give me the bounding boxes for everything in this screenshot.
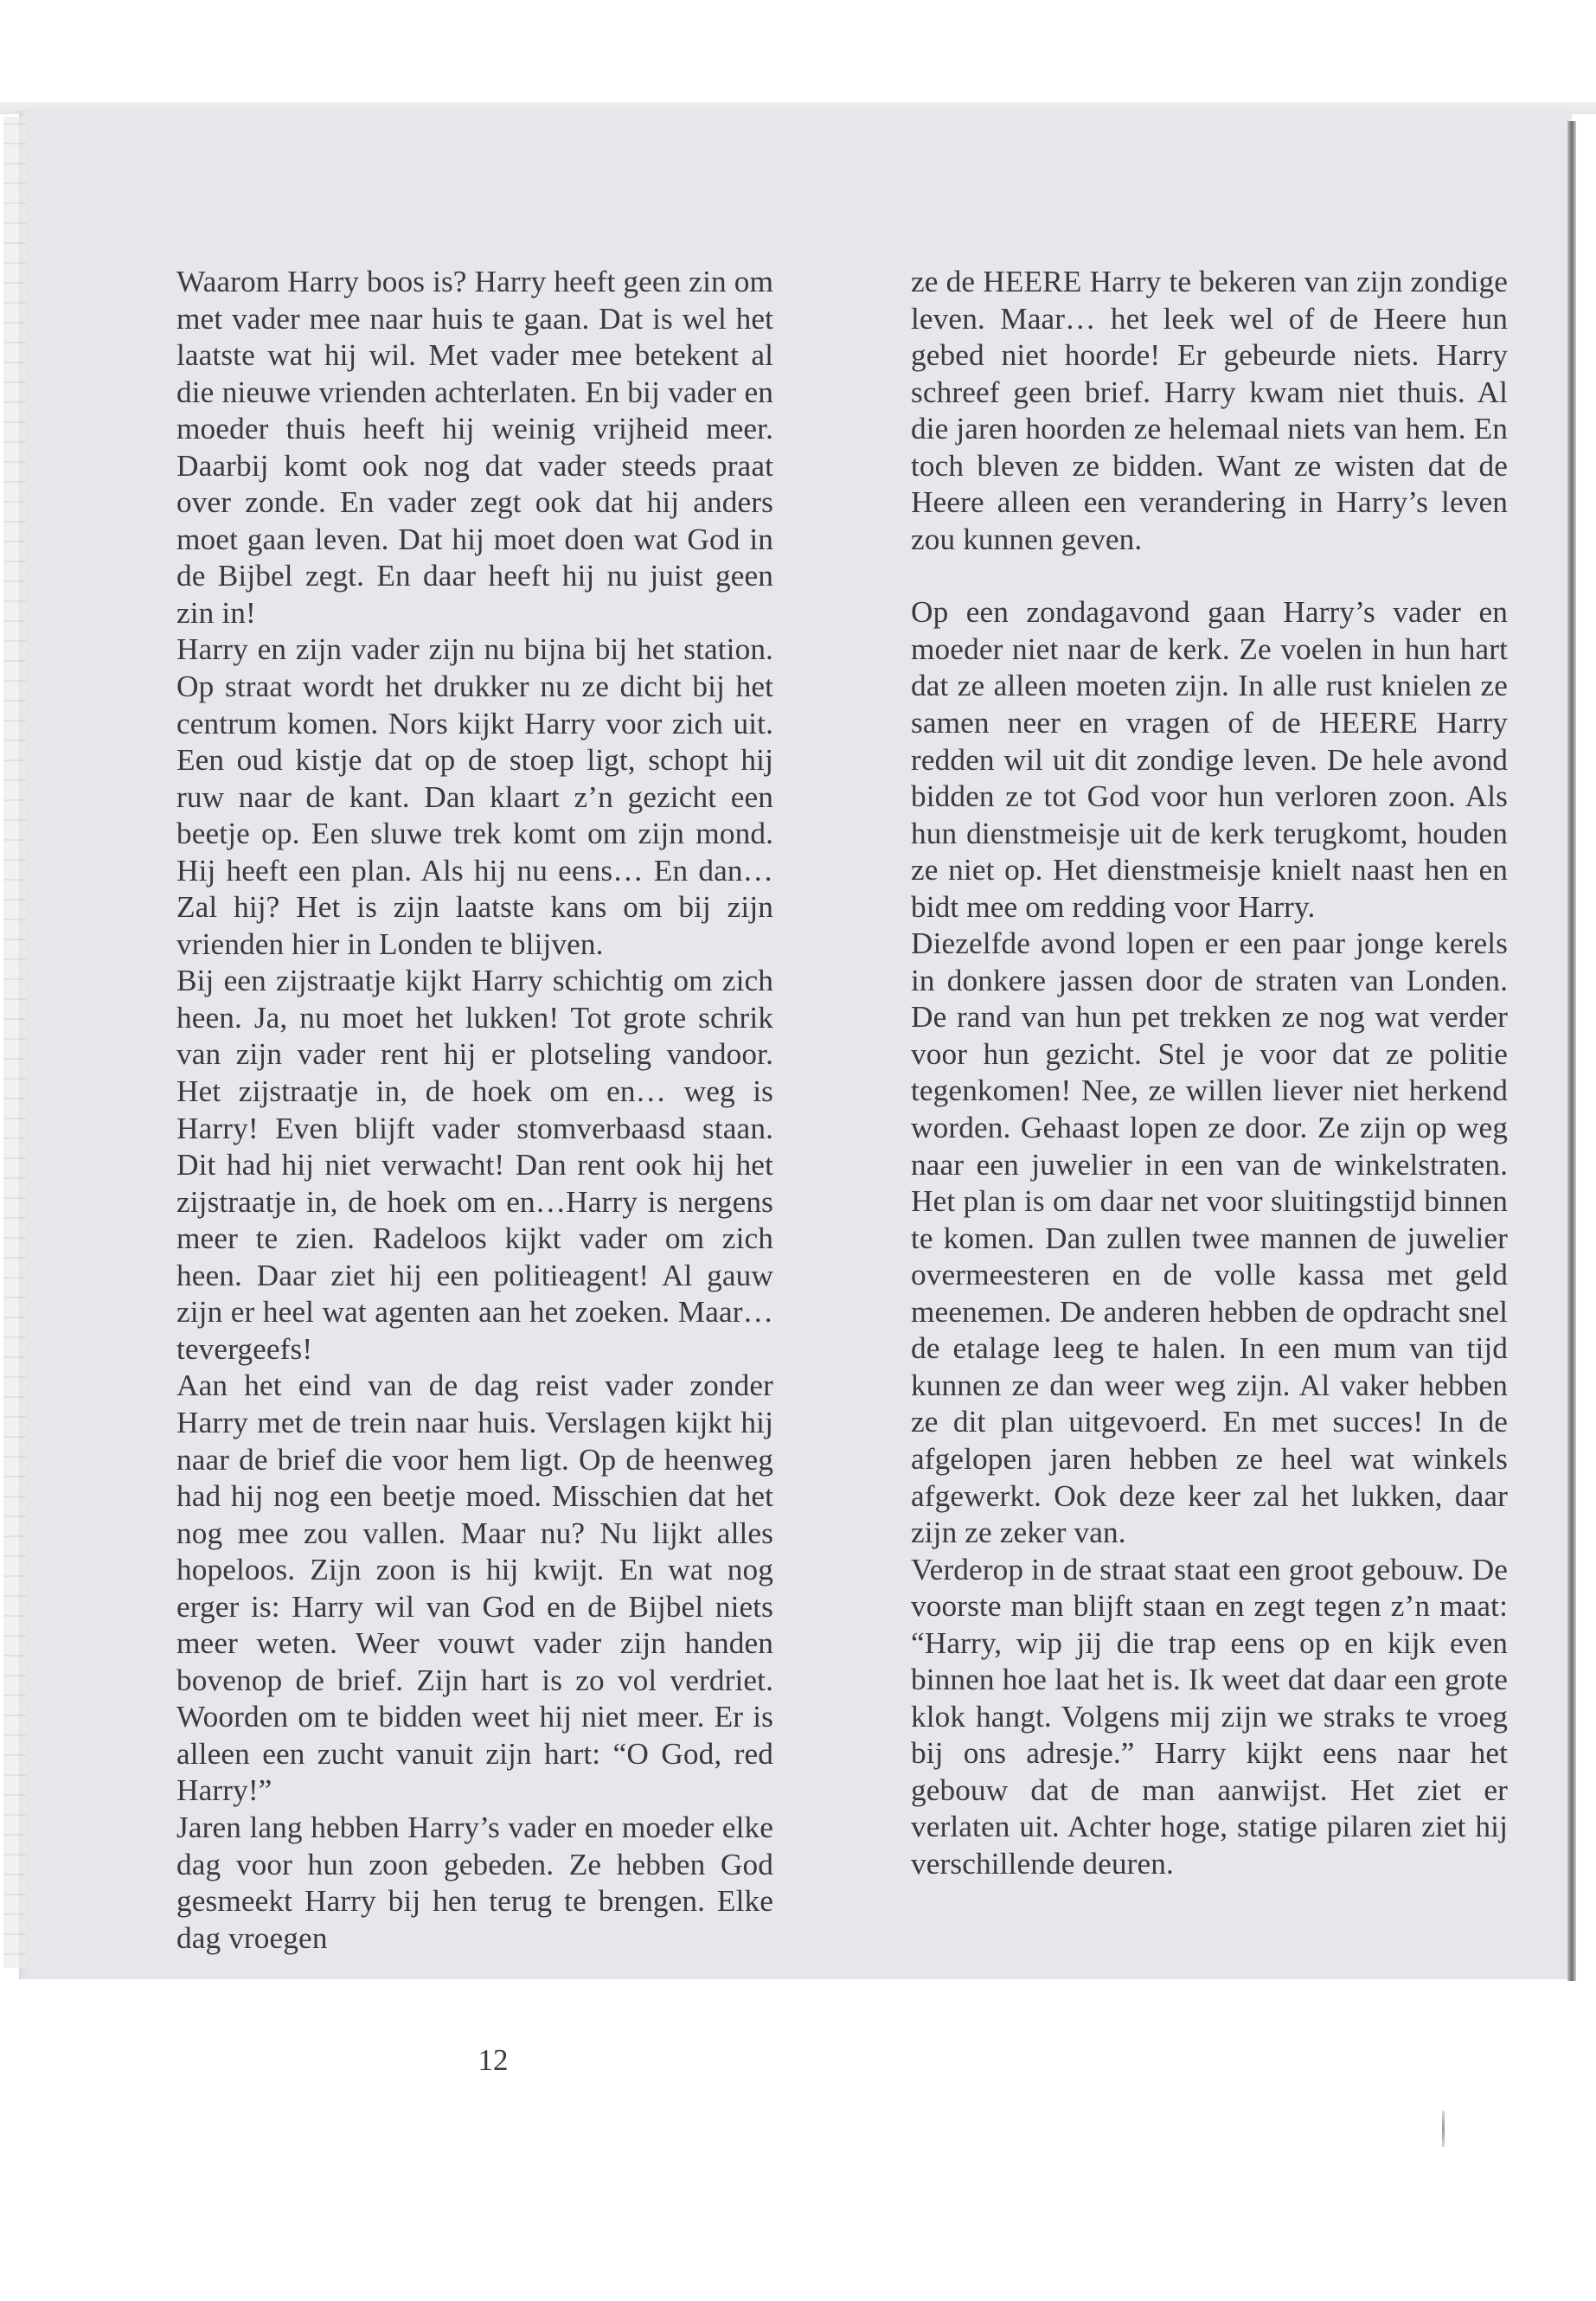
text-column-left bbox=[176, 264, 773, 1957]
paragraph: ze de HEERE Harry te bekeren van zijn zondige leven. Maar… het leek wel of de Heere hun gebed niet hoorde! Er gebeurde niets. Harry schreef geen brief. Harry kwam niet thuis. Al die jaren hoorden ze helemaal niets van hem. En toch bleven ze bidden. Want ze wisten dat de Heere alleen een verandering in Harry’s leven zou kunnen geven. bbox=[911, 265, 1508, 556]
page-number: 12 bbox=[478, 2043, 509, 2077]
text-column-right bbox=[911, 264, 1508, 1883]
paragraph: Diezelfde avond lopen er een paar jonge kerels in donkere jassen door de straten van Londen. De rand van hun pet trekken ze nog wat verder voor hun gezicht. Stel je voor dat ze politie tegenkomen! Nee, ze willen liever niet herkend worden. Gehaast lopen ze door. Ze zijn op weg naar een juwelier in een van de winkelstraten. Het plan is om daar net voor sluitingstijd binnen te komen. Dan zullen twee mannen de juwelier overmeesteren en de volle kassa met geld meenemen. De anderen hebben de opdracht snel de etalage leeg te halen. In een mum van tijd kunnen ze dan weer weg zijn. Al vaker hebben ze dit plan uitgevoerd. En met succes! In de afgelopen jaren hebben ze heel wat winkels afgewerkt. Ook deze keer zal het lukken, daar zijn ze zeker van. bbox=[911, 926, 1508, 1550]
page-binding-edge bbox=[1567, 121, 1576, 1981]
paragraph: Harry en zijn vader zijn nu bijna bij het station. Op straat wordt het drukker nu ze dicht bij het centrum komen. Nors kijkt Harry voor zich uit. Een oud kistje dat op de stoep ligt, schopt hij ruw naar de kant. Dan klaart z’n gezicht een beetje op. Een sluwe trek komt om zijn mond. Hij heeft een plan. Als hij nu eens… En dan… Zal hij? Het is zijn laatste kans om bij zijn vrienden hier in Londen te blijven. bbox=[176, 632, 773, 961]
paragraph: Op een zondagavond gaan Harry’s vader en moeder niet naar de kerk. Ze voelen in hun hart dat ze alleen moeten zijn. In alle rust knielen ze samen neer en vragen of de HEERE Harry redden wil uit dit zondige leven. De hele avond bidden ze tot God voor hun verloren zoon. Als hun dienstmeisje uit de kerk terugkomt, houden ze niet op. Het dienstmeisje knielt naast hen en bidt mee om redding voor Harry. bbox=[911, 595, 1508, 924]
paragraph: Aan het eind van de dag reist vader zonder Harry met de trein naar huis. Verslagen kijkt hij naar de brief die voor hem ligt. Op de heenweg had hij nog een beetje moed. Misschien dat het nog mee zou vallen. Maar nu? Nu lijkt alles hopeloos. Zijn zoon is hij kwijt. En wat nog erger is: Harry wil van God en de Bijbel niets meer weten. Weer vouwt vader zijn handen bovenop de brief. Zijn hart is zo vol verdriet. Woorden om te bidden weet hij niet meer. Er is alleen een zucht vanuit zijn hart: “O God, red Harry!” bbox=[176, 1368, 773, 1808]
scan-left-edge bbox=[3, 117, 26, 1968]
paragraph: Jaren lang hebben Harry’s vader en moeder elke dag voor hun zoon gebeden. Ze hebben God gesmeekt Harry bij hen terug te brengen. Elke dag vroegen bbox=[176, 1810, 773, 1955]
paragraph: Bij een zijstraatje kijkt Harry schichtig om zich heen. Ja, nu moet het lukken! Tot grote schrik van zijn vader rent hij er plotseling vandoor. Het zijstraatje in, de hoek om en… weg is Harry! Even blijft vader stomverbaasd staan. Dit had hij niet verwacht! Dan rent ook hij het zijstraatje in, de hoek om en…Harry is nergens meer te zien. Radeloos kijkt vader om zich heen. Daar ziet hij een politieagent! Al gauw zijn er heel wat agenten aan het zoeken. Maar… tevergeefs! bbox=[176, 964, 773, 1366]
paragraph: Waarom Harry boos is? Harry heeft geen zin om met vader mee naar huis te gaan. Dat is wel het laatste wat hij wil. Met vader mee betekent al die nieuwe vrienden achterlaten. En bij vader en moeder thuis heeft hij weinig vrijheid meer. Daarbij komt ook nog dat vader steeds praat over zonde. En vader zegt ook dat hij anders moet gaan leven. Dat hij moet doen wat God in de Bijbel zegt. En daar heeft hij nu juist geen zin in! bbox=[176, 265, 773, 630]
scan-artifact bbox=[1442, 2111, 1445, 2147]
paragraph: Verderop in de straat staat een groot gebouw. De voorste man blijft staan en zegt tegen z’n maat: “Harry, wip jij die trap eens op en kijk even binnen hoe laat het is. Ik weet dat daar een grote klok hangt. Volgens mij zijn we straks te vroeg bij ons adresje.” Harry kijkt eens naar het gebouw dat de man aanwijst. Het ziet er verlaten uit. Achter hoge, statige pilaren ziet hij verschillende deuren. bbox=[911, 1552, 1508, 1881]
